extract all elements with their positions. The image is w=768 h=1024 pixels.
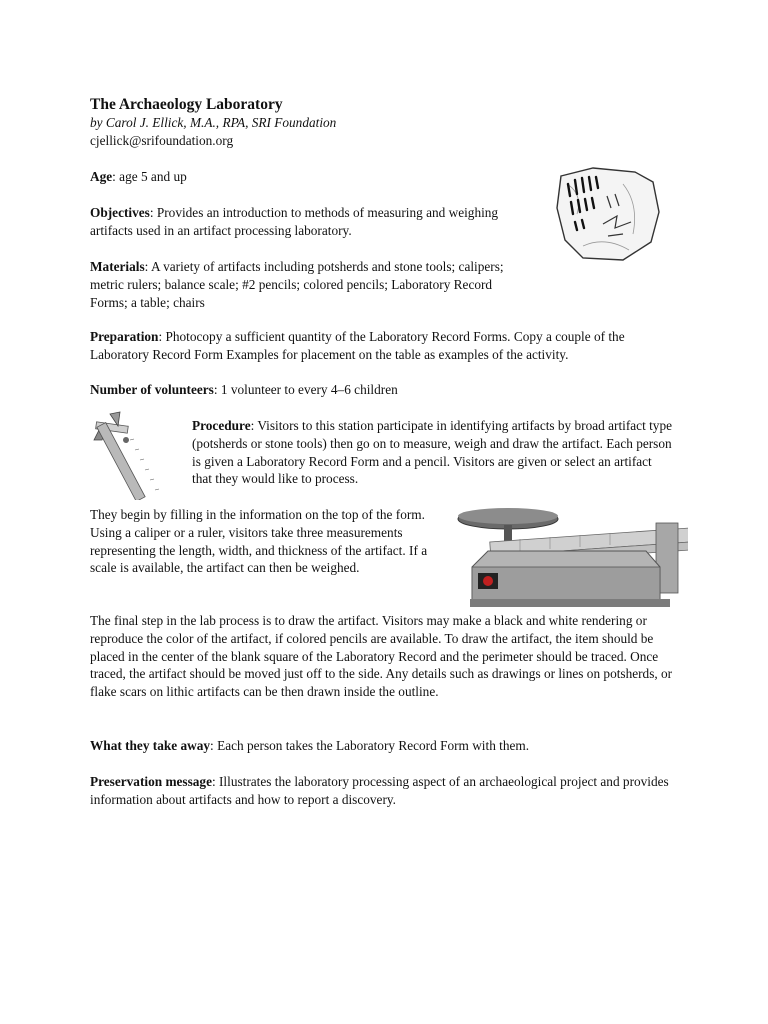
begin-paragraph: They begin by filling in the information on the top of the form. Using a caliper or a ruler, visitors take three measurements representing the length, width, and thickness of the artifact. If a scale is available, the artifact can then be weighed.	[90, 507, 428, 576]
author-byline: by Carol J. Ellick, M.A., RPA, SRI Foundation	[90, 115, 337, 130]
preparation-text: : Photocopy a sufficient quantity of the Laboratory Record Forms. Copy a couple of the Laboratory Record Form Examples for placement on the table as examples of the activity.	[90, 329, 625, 362]
objectives-text: : Provides an introduction to methods of measuring and weighing artifacts used in an artifact processing laboratory.	[90, 205, 499, 238]
balance-scale-illustration	[450, 505, 688, 617]
volunteers-paragraph	[90, 381, 398, 399]
objectives-label: Objectives	[90, 205, 150, 220]
document-title: The Archaeology Laboratory	[90, 96, 283, 113]
takeaway-text: : Each person takes the Laboratory Record Form with them.	[210, 738, 530, 753]
preparation-label: Preparation	[90, 329, 159, 344]
takeaway-paragraph	[90, 737, 680, 755]
final-step-paragraph: The final step in the lab process is to draw the artifact. Visitors may make a black and white rendering or reproduce the color of the artifact, if colored pencils are available. To draw the artifact, the item should be placed in the center of the blank square of the Laboratory Record and the perimeter should be traced. Once traced, the artifact should be moved just off to the side. Any details such as drawings or lines on potsherds, or flake scars on lithic artifacts can be then drawn inside the outline.	[90, 613, 673, 700]
stone-artifact-illustration	[553, 164, 665, 266]
objectives-paragraph	[90, 204, 510, 240]
volunteers-text: : 1 volunteer to every 4–6 children	[213, 382, 398, 397]
preservation-paragraph	[90, 773, 680, 809]
age-text: : age 5 and up	[112, 169, 187, 184]
procedure-text: : Visitors to this station participate in identifying artifacts by broad artifact type (potsherds or stone tools) then go on to measure, weigh and draw the artifact. Each person is given a Laboratory Record Form and a pencil. Visitors are given or select an artifact that they would like to process.	[192, 418, 672, 487]
age-paragraph	[90, 168, 187, 186]
age-label: Age	[90, 169, 113, 184]
materials-paragraph	[90, 258, 520, 311]
author-email[interactable]: cjellick@srifoundation.org	[90, 133, 234, 148]
preservation-label: Preservation message	[90, 774, 212, 789]
preservation-text: : Illustrates the laboratory processing aspect of an archaeological project and provides information about artifacts and how to report a discovery.	[90, 774, 669, 807]
procedure-label: Procedure	[192, 418, 251, 433]
procedure-paragraph	[192, 417, 672, 488]
caliper-illustration	[90, 410, 182, 500]
materials-text: : A variety of artifacts including potsherds and stone tools; calipers; metric rulers; balance scale; #2 pencils; colored pencils; Laboratory Record Forms; a table; chairs	[90, 259, 504, 310]
takeaway-label: What they take away	[90, 738, 211, 753]
volunteers-label: Number of volunteers	[90, 382, 214, 397]
preparation-paragraph	[90, 328, 680, 364]
materials-label: Materials	[90, 259, 145, 274]
